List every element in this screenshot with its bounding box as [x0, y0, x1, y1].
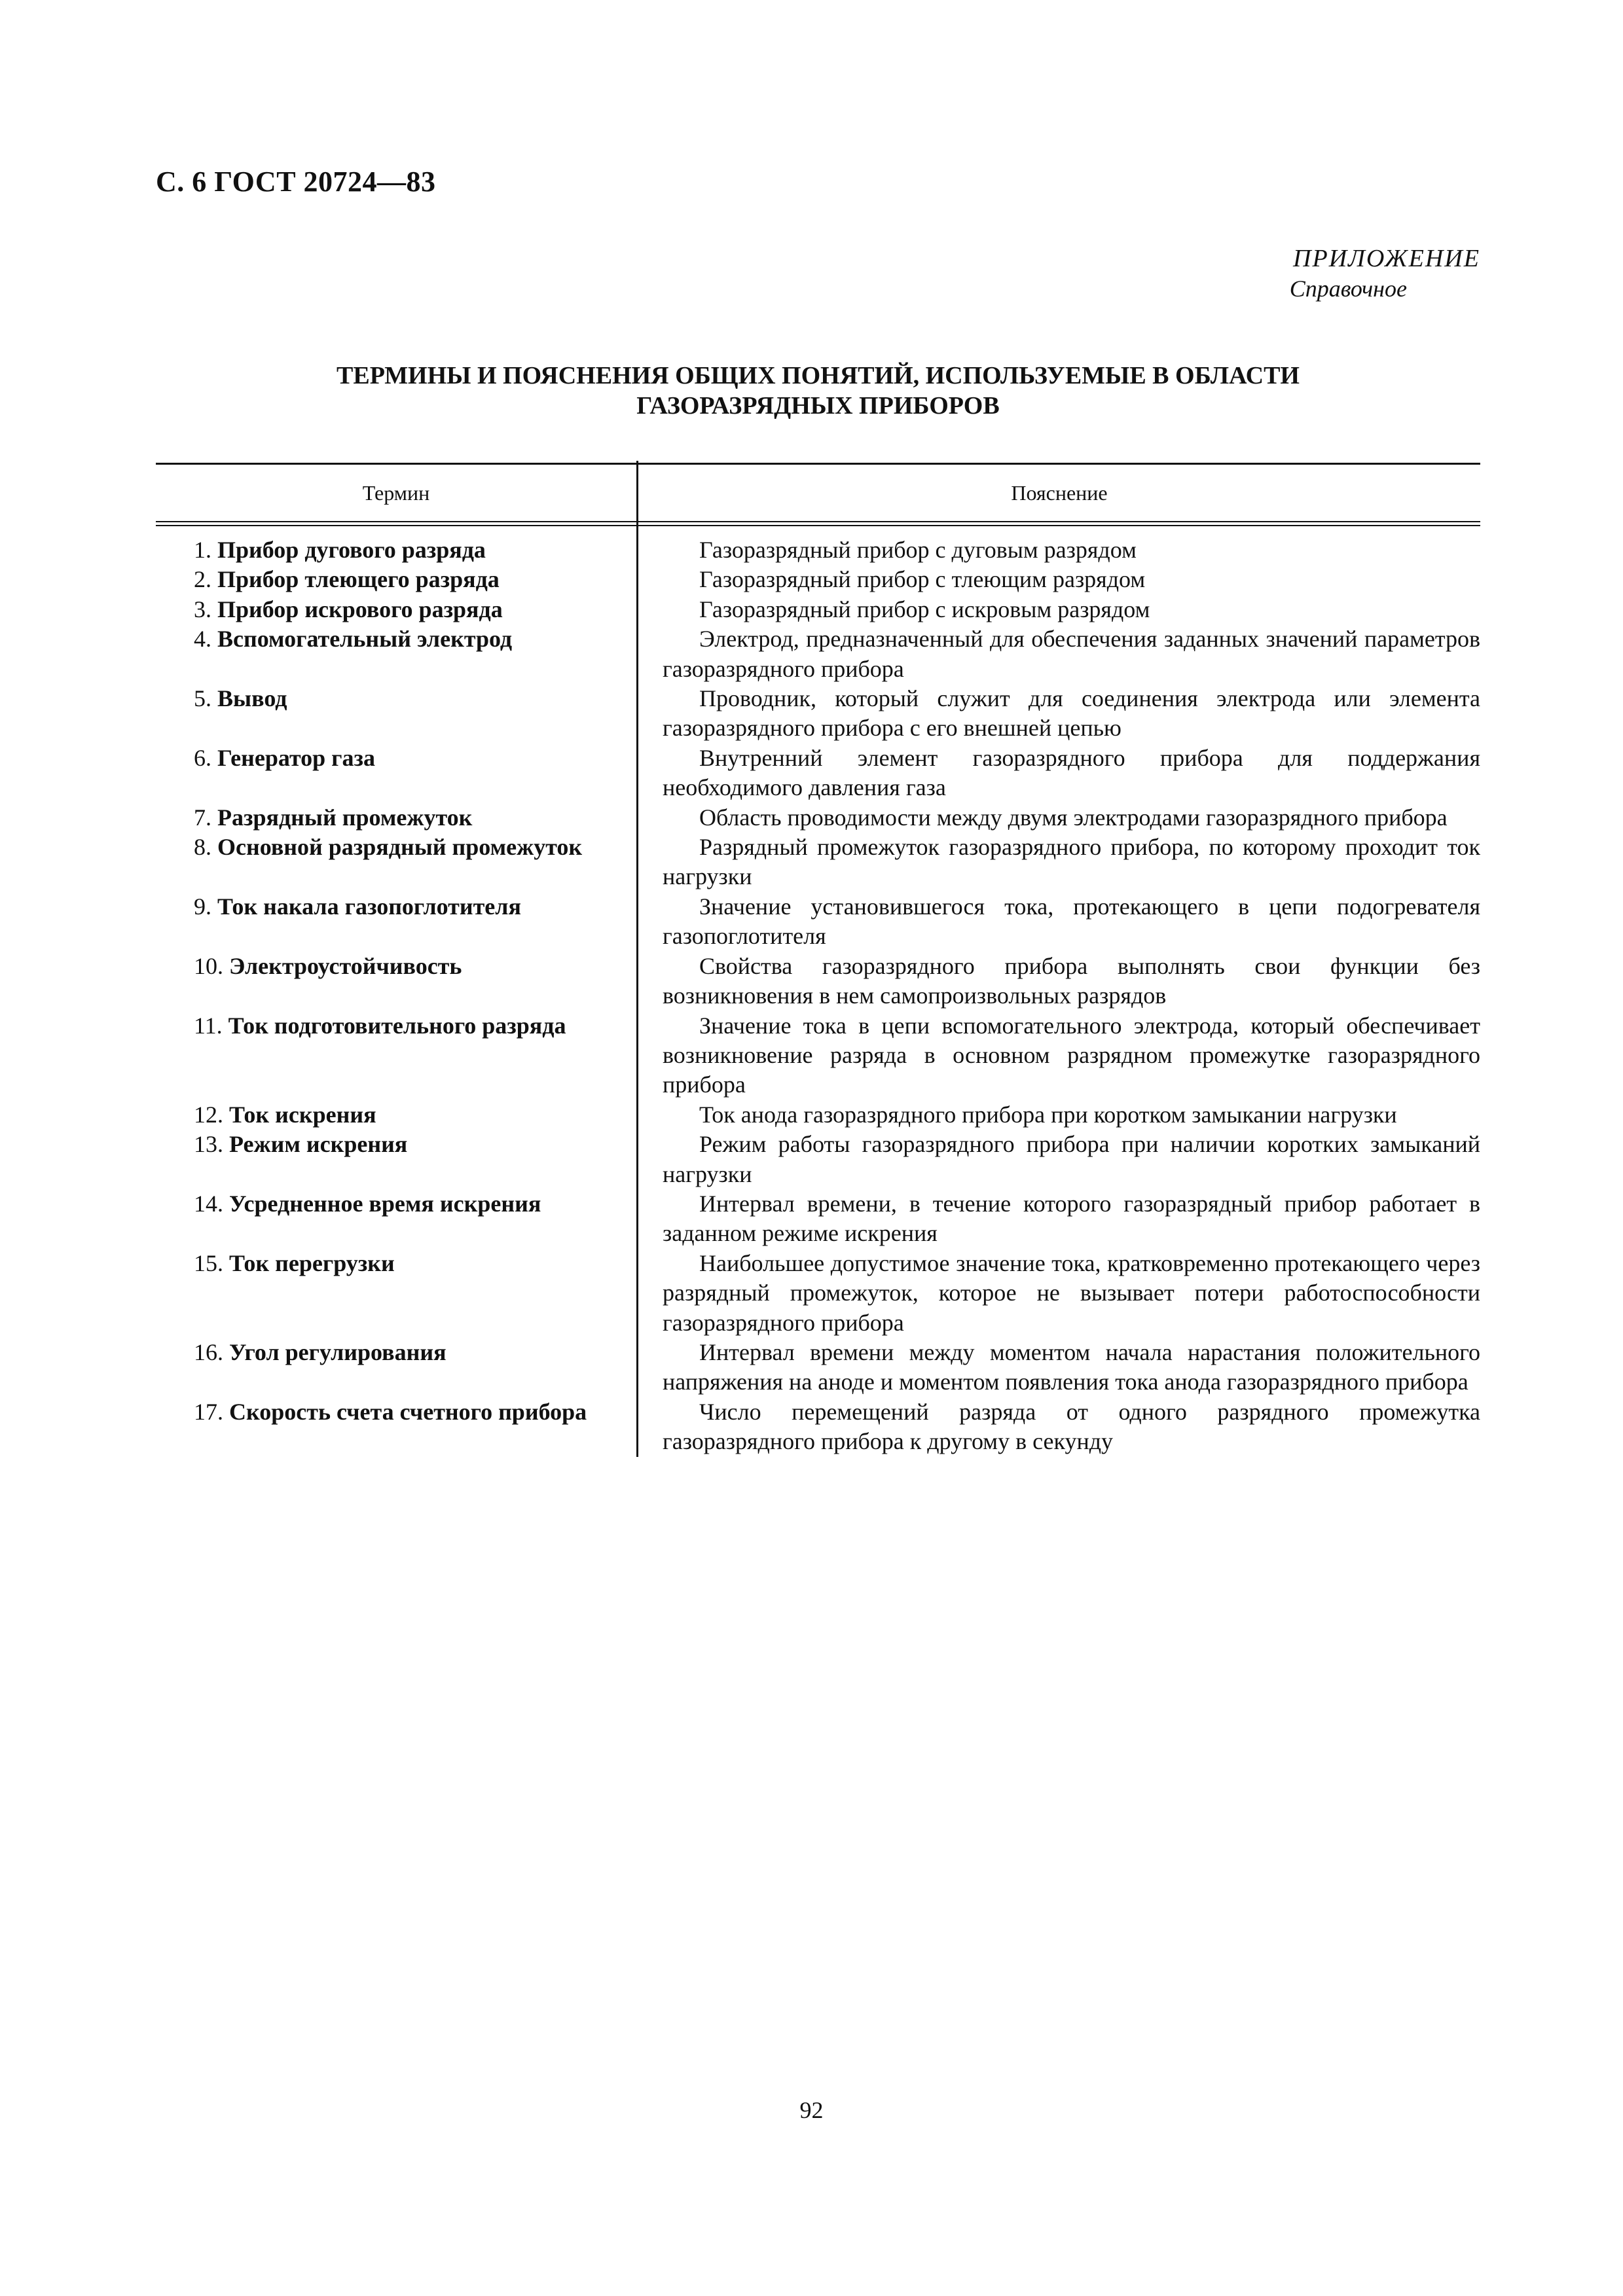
table-header [156, 463, 1480, 521]
explanation-cell: Газоразрядный прибор с тлеющим разрядом [699, 566, 1146, 593]
document-title-line-2: ГАЗОРАЗРЯДНЫХ ПРИБОРОВ [636, 392, 1000, 420]
term-cell [156, 595, 636, 624]
table-row [156, 1338, 1480, 1397]
column-divider [636, 461, 638, 1457]
term-name: Электроустойчивость [229, 952, 462, 979]
term-cell [156, 803, 636, 833]
term-number: 10. [194, 952, 223, 979]
term-number: 12. [194, 1101, 223, 1128]
explanation-cell: Значение установившегося тока, протекающего в цепи подогревателя газопоглотителя [663, 893, 1480, 950]
explanation-cell: Внутренний элемент газоразрядного прибора для поддержания необходимого давления газа [663, 744, 1480, 801]
table-row [156, 952, 1480, 1011]
explanation-cell: Свойства газоразрядного прибора выполнять свои функции без возникновения в нем самопроизвольных разрядов [663, 952, 1480, 1009]
term-number: 15. [194, 1249, 223, 1276]
explanation-cell: Проводник, который служит для соединения электрода или элемента газоразрядного прибора с его внешней цепью [663, 685, 1480, 742]
term-cell [156, 535, 636, 565]
term-number: 13. [194, 1131, 223, 1158]
explanation-cell: Число перемещений разряда от одного разрядного промежутка газоразрядного прибора к другому в секунду [663, 1398, 1480, 1455]
term-number: 16. [194, 1338, 223, 1365]
term-number: 4. [194, 626, 211, 653]
table-row [156, 1100, 1480, 1130]
term-cell [156, 1189, 636, 1249]
explanation-cell: Наибольшее допустимое значение тока, кратковременно протекающего через разрядный промежуток, которое не вызывает потери работоспособности газоразрядного прибора [663, 1249, 1480, 1336]
term-name: Генератор газа [217, 744, 375, 771]
term-number: 1. [194, 537, 211, 563]
explanation-cell: Электрод, предназначенный для обеспечения заданных значений параметров газоразрядного прибора [663, 626, 1480, 682]
term-number: 17. [194, 1398, 223, 1425]
table-row [156, 744, 1480, 803]
term-name: Ток подготовительного разряда [228, 1012, 566, 1039]
term-name: Угол регулирования [229, 1338, 447, 1365]
document-title-line-1: ТЕРМИНЫ И ПОЯСНЕНИЯ ОБЩИХ ПОНЯТИЙ, ИСПОЛЬЗУЕМЫЕ В ОБЛАСТИ [337, 362, 1300, 389]
page-number: 92 [799, 2097, 824, 2123]
term-cell [156, 684, 636, 744]
explanation-cell: Газоразрядный прибор с искровым разрядом [699, 596, 1150, 622]
explanation-cell: Ток анода газоразрядного прибора при коротком замыкании нагрузки [699, 1101, 1397, 1128]
term-cell [156, 952, 636, 1011]
term-cell [156, 565, 636, 594]
table-row [156, 803, 1480, 833]
term-name: Прибор искрового разряда [217, 596, 503, 622]
table-row [156, 535, 1480, 565]
term-cell [156, 1130, 636, 1189]
term-name: Прибор дугового разряда [217, 537, 486, 563]
term-name: Вывод [217, 685, 287, 712]
page-header: С. 6 ГОСТ 20724—83 [156, 166, 436, 198]
table-row [156, 1189, 1480, 1249]
term-cell [156, 892, 636, 952]
appendix-type: Справочное [1289, 276, 1407, 302]
term-cell [156, 1397, 636, 1457]
table-row [156, 565, 1480, 594]
table-row [156, 595, 1480, 624]
term-number: 7. [194, 804, 211, 831]
explanation-cell: Разрядный промежуток газоразрядного прибора, по которому проходит ток нагрузки [663, 834, 1480, 890]
term-name: Ток искрения [229, 1101, 376, 1128]
term-cell [156, 1249, 636, 1338]
term-number: 11. [194, 1012, 223, 1039]
table-row [156, 624, 1480, 684]
table-row [156, 1397, 1480, 1457]
term-number: 14. [194, 1190, 223, 1217]
explanation-cell: Значение тока в цепи вспомогательного электрода, который обеспечивает возникновение разряда в основном разрядном промежутке газоразрядного прибора [663, 1012, 1480, 1098]
term-name: Усредненное время искрения [229, 1190, 541, 1217]
term-name: Ток перегрузки [229, 1249, 395, 1276]
term-name: Разрядный промежуток [217, 804, 473, 831]
header-separator [156, 521, 1480, 526]
term-name: Вспомогательный электрод [217, 626, 513, 653]
term-number: 6. [194, 744, 211, 771]
table-row [156, 1011, 1480, 1100]
term-name: Прибор тлеющего разряда [217, 566, 500, 593]
column-header-term: Термин [156, 465, 638, 521]
term-cell [156, 624, 636, 684]
term-cell [156, 1011, 636, 1100]
explanation-cell: Режим работы газоразрядного прибора при наличии коротких замыканий нагрузки [663, 1131, 1480, 1187]
term-cell [156, 744, 636, 803]
document-title [156, 361, 1480, 421]
explanation-cell: Интервал времени между моментом начала нарастания положительного напряжения на аноде и моментом появления тока анода газоразрядного прибора [663, 1338, 1480, 1395]
term-number: 3. [194, 596, 211, 622]
term-number: 2. [194, 566, 211, 593]
term-cell [156, 1100, 636, 1130]
explanation-cell: Газоразрядный прибор с дуговым разрядом [699, 537, 1137, 563]
term-cell [156, 1338, 636, 1397]
table-row [156, 892, 1480, 952]
explanation-cell: Область проводимости между двумя электродами газоразрядного прибора [699, 804, 1448, 831]
table-body [156, 526, 1480, 1457]
term-name: Ток накала газопоглотителя [217, 893, 521, 920]
term-number: 8. [194, 834, 211, 861]
term-name: Скорость счета счетного прибора [229, 1398, 587, 1425]
term-name: Основной разрядный промежуток [217, 834, 583, 861]
table-row [156, 1130, 1480, 1189]
term-cell [156, 833, 636, 892]
term-name: Режим искрения [229, 1131, 408, 1158]
table-row [156, 833, 1480, 892]
term-number: 9. [194, 893, 211, 920]
table-row [156, 1249, 1480, 1338]
explanation-cell: Интервал времени, в течение которого газоразрядный прибор работает в заданном режиме искрения [663, 1190, 1480, 1247]
column-header-explanation: Пояснение [1011, 480, 1108, 505]
appendix-block [1153, 243, 1480, 304]
table-row [156, 684, 1480, 744]
appendix-label: ПРИЛОЖЕНИЕ [1293, 245, 1480, 272]
terms-table [156, 463, 1480, 1457]
term-number: 5. [194, 685, 211, 712]
